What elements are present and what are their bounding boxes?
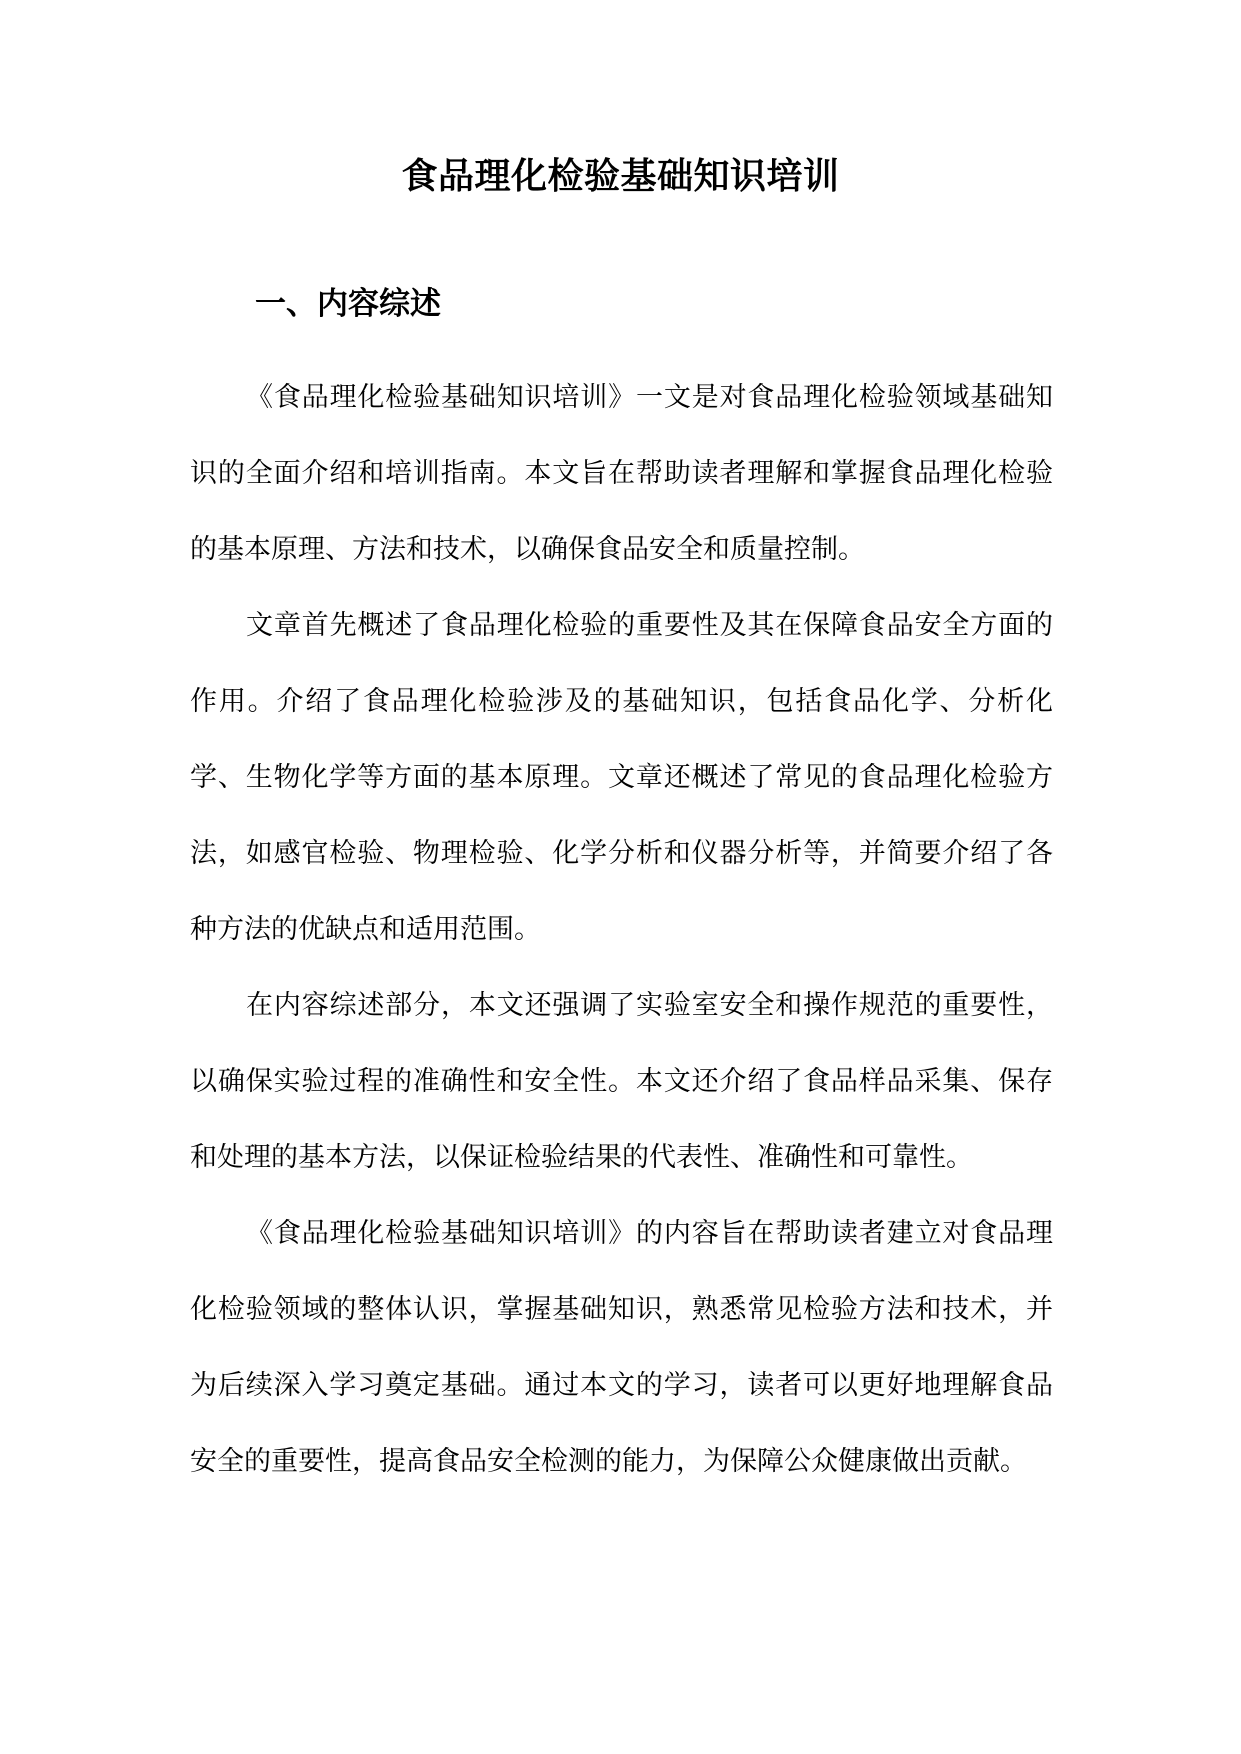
paragraph-1: 《食品理化检验基础知识培训》一文是对食品理化检验领域基础知识的全面介绍和培训指南。本文旨在帮助读者理解和掌握食品理化检验的基本原理、方法和技术，以确保食品安全和质量控制。 [190,382,1053,565]
paragraph-2: 文章首先概述了食品理化检验的重要性及其在保障食品安全方面的作用。介绍了食品理化检验涉及的基础知识，包括食品化学、分析化学、生物化学等方面的基本原理。文章还概述了常见的食品理化检验方法，如感官检验、物理检验、化学分析和仪器分析等，并简要介绍了各种方法的优缺点和适用范围。 [190,610,1053,945]
section-heading: 一、内容综述 [255,286,441,322]
body-text [190,360,1053,1500]
paragraph-3: 在内容综述部分，本文还强调了实验室安全和操作规范的重要性，以确保实验过程的准确性和安全性。本文还介绍了食品样品采集、保存和处理的基本方法，以保证检验结果的代表性、准确性和可靠性。 [190,990,1053,1173]
document-title: 食品理化检验基础知识培训 [401,155,840,197]
paragraph-4: 《食品理化检验基础知识培训》的内容旨在帮助读者建立对食品理化检验领域的整体认识，掌握基础知识，熟悉常见检验方法和技术，并为后续深入学习奠定基础。通过本文的学习，读者可以更好地理解食品安全的重要性，提高食品安全检测的能力，为保障公众健康做出贡献。 [190,1218,1053,1477]
